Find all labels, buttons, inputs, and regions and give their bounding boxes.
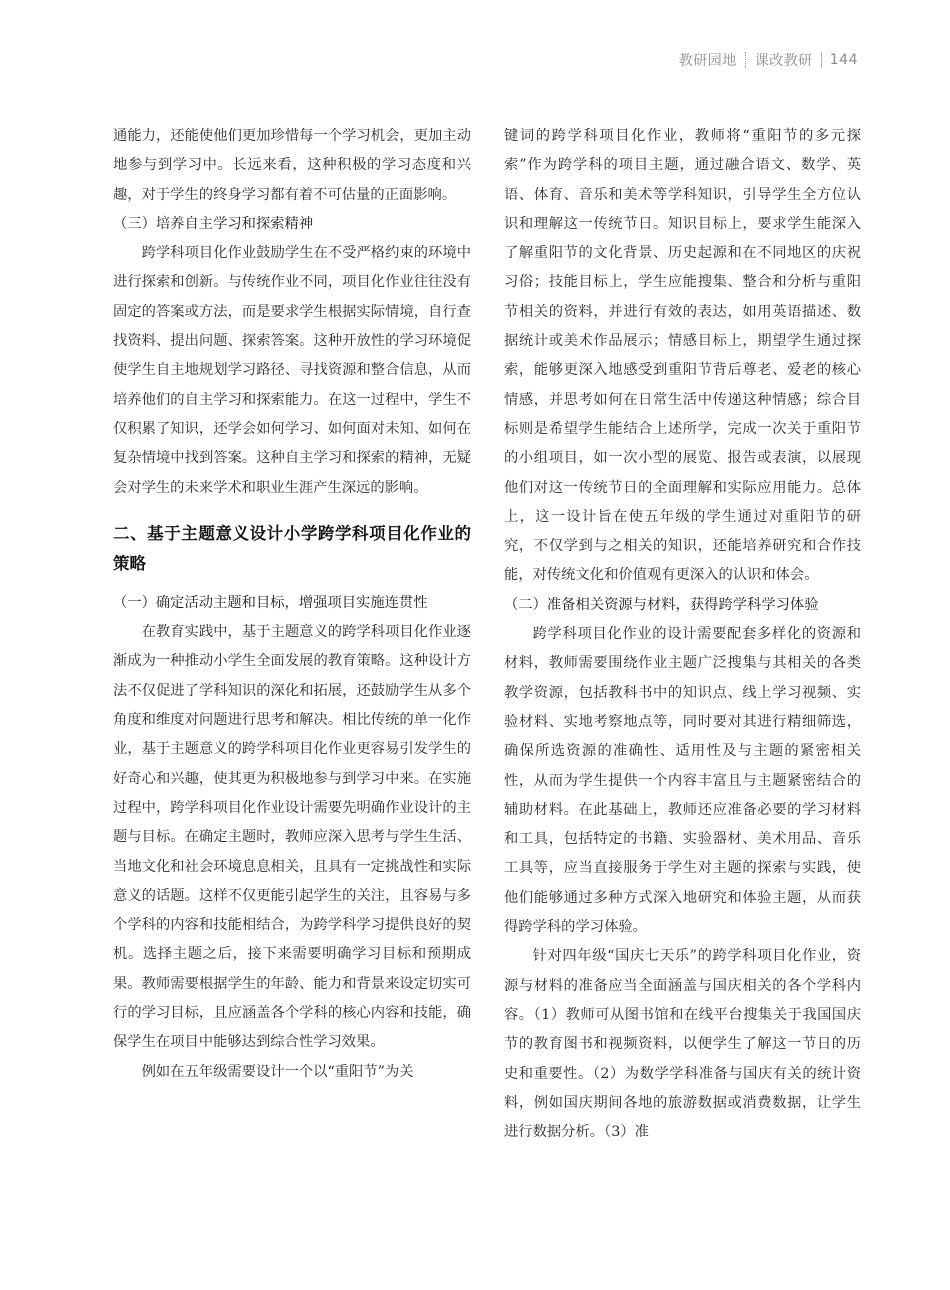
- paragraph: 通能力，还能使他们更加珍惜每一个学习机会，更加主动地参与到学习中。长远来看，这种积极的学习态度和兴趣，对于学生的终身学习都有着不可估量的正面影响。: [113, 128, 471, 203]
- subsection-title: （三）培养自主学习和探索精神: [113, 215, 314, 232]
- left-column: [113, 122, 471, 1087]
- paragraph: 键词的跨学科项目化作业，教师将“重阳节的多元探索”作为跨学科的项目主题，通过融合语文、数学、英语、体育、音乐和美术等学科知识，引导学生全方位认识和理解这一传统节日。知识目标上，要求学生能深入了解重阳节的文化背景、历史起源和在不同地区的庆祝习俗；技能目标上，学生应能搜集、整合和分析与重阳节相关的资料，并进行有效的表达，如用英语描述、数据统计或美术作品展示；情感目标上，期望学生通过探索，能够更深入地感受到重阳节背后尊老、爱老的核心情感，并思考如何在日常生活中传递这种情感；综合目标则是希望学生能结合上述所学，完成一次关于重阳节的小组项目，如一次小型的展览、报告或表演，以展现他们对这一传统节日的全面理解和实际应用能力。总体上，这一设计旨在使五年级的学生通过对重阳节的研究，不仅学到与之相关的知识，还能培养研究和合作技能，对传统文化和价值观有更深入的认识和体会。: [504, 128, 861, 584]
- paragraph: 跨学科项目化作业的设计需要配套多样化的资源和材料，教师需要围绕作业主题广泛搜集与其相关的各类教学资源，包括教科书中的知识点、线上学习视频、实验材料、实地考察地点等，同时要对其进行精细筛选，确保所选资源的准确性、适用性及与主题的紧密相关性，从而为学生提供一个内容丰富且与主题紧密结合的辅助材料。在此基础上，教师还应准备必要的学习材料和工具，包括特定的书籍、实验器材、美术用品、音乐工具等，应当直接服务于学生对主题的探索与实践，使他们能够通过多种方式深入地研究和体验主题，从而获得跨学科的学习体验。: [504, 626, 861, 936]
- page-number: 144: [829, 52, 858, 68]
- paragraph: 例如在五年级需要设计一个以“重阳节”为关: [141, 1063, 414, 1080]
- subsection-title: （二）准备相关资源与材料，获得跨学科学习体验: [504, 596, 819, 613]
- subsection-title: （一）确定活动主题和目标，增强项目实施连贯性: [113, 594, 428, 611]
- paragraph: 在教育实践中，基于主题意义的跨学科项目化作业逐渐成为一种推动小学生全面发展的教育策略。这种设计方法不仅促进了学科知识的深化和拓展，还鼓励学生从多个角度和维度对问题进行思考和解决。相比传统的单一化作业，基于主题意义的跨学科项目化作业更容易引发学生的好奇心和兴趣，使其更为积极地参与到学习中来。在实施过程中，跨学科项目化作业设计需要先明确作业设计的主题与目标。在确定主题时，教师应深入思考与学生生活、当地文化和社会环境息息相关，且具有一定挑战性和实际意义的话题。这样不仅更能引起学生的关注，且容易与多个学科的内容和技能相结合，为跨学科学习提供良好的契机。选择主题之后，接下来需要明确学习目标和预期成果。教师需要根据学生的年龄、能力和背景来设定切实可行的学习目标，且应涵盖各个学科的核心内容和技能，确保学生在项目中能够达到综合性学习效果。: [113, 624, 471, 1051]
- header-column: 课改教研: [754, 53, 813, 69]
- right-column: [504, 122, 861, 1147]
- paragraph: 针对四年级“国庆七天乐”的跨学科项目化作业，资源与材料的准备应当全面涵盖与国庆相关的各个学科内容。（1）教师可从图书馆和在线平台搜集关于我国国庆节的教育图书和视频资料，以便学生了解这一节日的历史和重要性。（2）为数学学科准备与国庆有关的统计资料，例如国庆期间各地的旅游数据或消费数据，让学生进行数据分析。（3）准: [504, 948, 861, 1141]
- header-divider: [821, 52, 822, 68]
- section-title: 二、基于主题意义设计小学跨学科项目化作业的策略: [113, 523, 471, 573]
- page-header: [679, 50, 858, 70]
- header-section: 教研园地: [678, 53, 737, 69]
- paragraph: 跨学科项目化作业鼓励学生在不受严格约束的环境中进行探索和创新。与传统作业不同，项目化作业往往没有固定的答案或方法，而是要求学生根据实际情境，自行查找资料、提出问题、探索答案。这种开放性的学习环境促使学生自主地规划学习路径、寻找资源和整合信息，从而培养他们的自主学习和探索能力。在这一过程中，学生不仅积累了知识，还学会如何学习、如何面对未知、如何在复杂情境中找到答案。这种自主学习和探索的精神，无疑会对学生的未来学术和职业生涯产生深远的影响。: [113, 245, 471, 496]
- header-divider: [745, 52, 747, 68]
